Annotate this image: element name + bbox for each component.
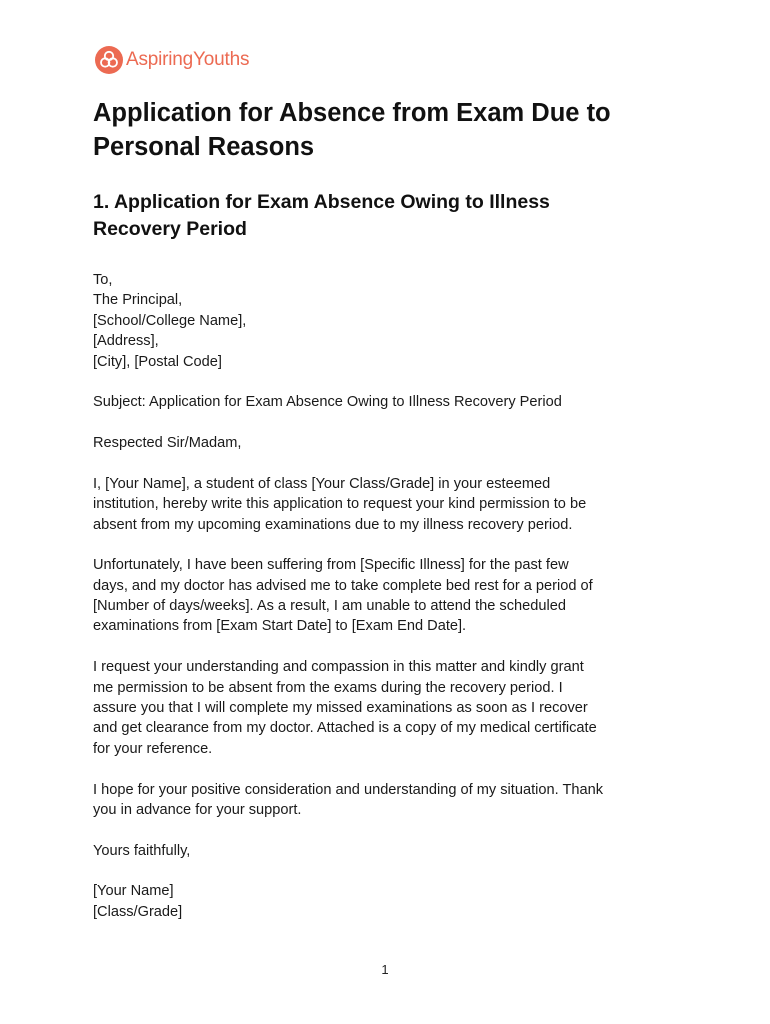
signature-line: [Class/Grade] — [93, 903, 183, 920]
title-line: Application for Absence from Exam Due to — [93, 99, 611, 127]
paragraph-line: you in advance for your support. — [93, 801, 302, 818]
paragraph-illness — [93, 555, 693, 637]
paragraph-line: examinations from [Exam Start Date] to [Exam End Date]. — [93, 618, 467, 635]
paragraph-line: I, [Your Name], a student of class [Your Class/Grade] in your esteemed — [93, 475, 551, 492]
title-line: Personal Reasons — [93, 133, 315, 161]
paragraph-line: assure you that I will complete my missed examinations as soon as I recover — [93, 699, 588, 716]
page-title — [93, 96, 693, 164]
section-heading-line: Recovery Period — [93, 218, 247, 240]
paragraph-line: for your reference. — [93, 740, 213, 757]
paragraph-line: Unfortunately, I have been suffering from [Specific Illness] for the past few — [93, 557, 569, 574]
paragraph-request — [93, 474, 693, 535]
signature-block — [93, 881, 693, 922]
paragraph-line: I hope for your positive consideration and understanding of my situation. Thank — [93, 781, 604, 798]
address-line: [Address], — [93, 333, 159, 350]
closing: Yours faithfully, — [93, 842, 191, 859]
subject-line: Subject: Application for Exam Absence Owing to Illness Recovery Period — [93, 394, 562, 411]
letter-body — [93, 270, 693, 922]
paragraph-line: days, and my doctor has advised me to take complete bed rest for a period of — [93, 577, 593, 594]
page-number: 1 — [381, 962, 389, 977]
paragraph-thanks — [93, 780, 693, 821]
address-line: The Principal, — [93, 292, 183, 309]
paragraph-assurance — [93, 657, 693, 759]
section-heading — [93, 189, 693, 243]
brand-logo-icon — [95, 46, 123, 74]
brand-logo[interactable] — [95, 45, 249, 75]
paragraph-line: [Number of days/weeks]. As a result, I am unable to attend the scheduled — [93, 598, 566, 615]
address-line: [City], [Postal Code] — [93, 353, 222, 370]
address-line: To, — [93, 272, 113, 288]
salutation: Respected Sir/Madam, — [93, 435, 242, 452]
paragraph-line: institution, hereby write this application to request your kind permission to be — [93, 496, 587, 513]
paragraph-line: me permission to be absent from the exams during the recovery period. I — [93, 679, 563, 696]
signature-line: [Your Name] — [93, 883, 174, 900]
section-heading-line: 1. Application for Exam Absence Owing to Illness — [93, 191, 550, 213]
paragraph-line: absent from my upcoming examinations due to my illness recovery period. — [93, 516, 573, 533]
recipient-address — [93, 270, 693, 372]
paragraph-line: and get clearance from my doctor. Attached is a copy of my medical certificate — [93, 720, 597, 737]
address-line: [School/College Name], — [93, 312, 247, 329]
paragraph-line: I request your understanding and compassion in this matter and kindly grant — [93, 659, 584, 676]
brand-name: AspiringYouths — [126, 49, 250, 70]
